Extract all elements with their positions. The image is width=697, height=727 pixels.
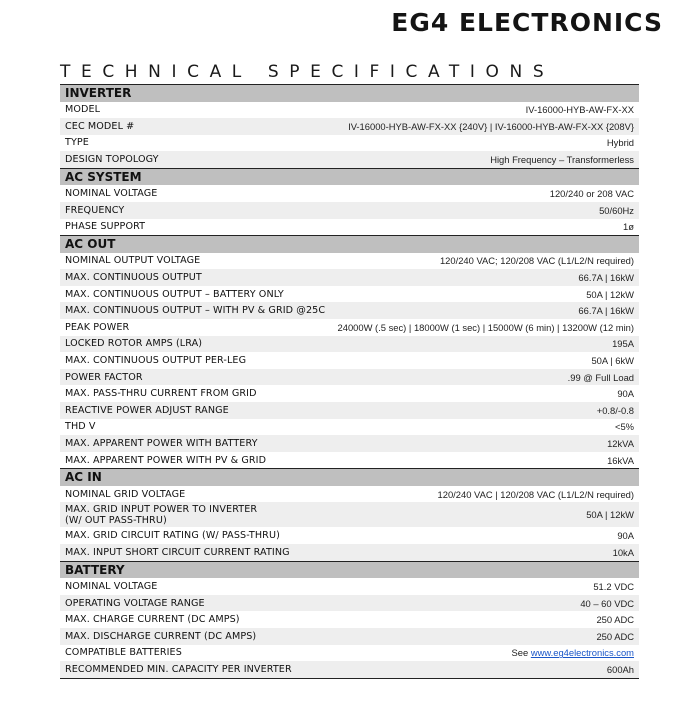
spec-row (60, 369, 639, 386)
spec-row (60, 352, 639, 369)
spec-label: OPERATING VOLTAGE RANGE (65, 597, 205, 609)
spec-row (60, 185, 639, 202)
section-ac-out (60, 235, 639, 468)
spec-value: 90A (617, 388, 634, 400)
spec-value: High Frequency – Transformerless (490, 154, 634, 166)
spec-row (60, 135, 639, 152)
spec-value: 250 ADC (596, 614, 634, 626)
section-ac-system (60, 168, 639, 235)
spec-row (60, 578, 639, 595)
section-header: BATTERY (60, 561, 639, 579)
spec-row (60, 151, 639, 168)
spec-value: 120/240 VAC; 120/208 VAC (L1/L2/N required) (439, 255, 634, 267)
spec-value: 600Ah (606, 663, 634, 675)
spec-label: NOMINAL GRID VOLTAGE (65, 488, 186, 500)
spec-value: +0.8/-0.8 (596, 404, 634, 416)
spec-value: 10kA (612, 546, 634, 558)
spec-label: REACTIVE POWER ADJUST RANGE (65, 404, 229, 416)
spec-row (60, 527, 639, 544)
spec-row (60, 661, 639, 678)
spec-value: 24000W (.5 sec) | 18000W (1 sec) | 15000W (6 min) | 13200W (12 min) (337, 321, 634, 333)
spec-label: MAX. DISCHARGE CURRENT (DC AMPS) (65, 630, 257, 642)
spec-row (60, 611, 639, 628)
spec-label: MAX. CONTINUOUS OUTPUT PER-LEG (65, 355, 247, 367)
page-title: TECHNICAL SPECIFICATIONS (60, 62, 555, 82)
spec-row (60, 118, 639, 135)
spec-label: MAX. CONTINUOUS OUTPUT – WITH PV & GRID @25C (65, 305, 326, 317)
spec-value: 40 – 60 VDC (580, 597, 634, 609)
spec-row (60, 319, 639, 336)
spec-label: MODEL (65, 104, 101, 116)
spec-value: 1ø (623, 221, 634, 233)
spec-label: LOCKED ROTOR AMPS (LRA) (65, 338, 203, 350)
spec-value: 66.7A | 16kW (578, 272, 634, 284)
spec-row (60, 544, 639, 561)
spec-value: 250 ADC (596, 630, 634, 642)
spec-value: 50A | 12kW (586, 288, 634, 300)
spec-label: MAX. GRID INPUT POWER TO INVERTER (W/ OUT PASS-THRU) (65, 503, 258, 526)
spec-row (60, 628, 639, 645)
spec-row (60, 219, 639, 236)
spec-value: 51.2 VDC (593, 580, 634, 592)
section-rows (60, 253, 639, 469)
spec-label: MAX. PASS-THRU CURRENT FROM GRID (65, 388, 257, 400)
spec-label: PHASE SUPPORT (65, 221, 146, 233)
spec-row (60, 269, 639, 286)
section-battery (60, 561, 639, 678)
spec-value: 195A (612, 338, 634, 350)
spec-label: CEC MODEL # (65, 120, 135, 132)
spec-value: IV-16000-HYB-AW-FX-XX (525, 104, 634, 116)
spec-row (60, 402, 639, 419)
spec-label: FREQUENCY (65, 204, 125, 216)
spec-row (60, 253, 639, 270)
spec-value: 50A | 12kW (586, 509, 634, 521)
section-rows (60, 185, 639, 235)
spec-label: POWER FACTOR (65, 371, 143, 383)
spec-label: MAX. CHARGE CURRENT (DC AMPS) (65, 614, 240, 626)
spec-row (60, 286, 639, 303)
spec-label: RECOMMENDED MIN. CAPACITY PER INVERTER (65, 663, 292, 675)
spec-label: MAX. GRID CIRCUIT RATING (W/ PASS-THRU) (65, 530, 280, 542)
spec-row (60, 202, 639, 219)
spec-row (60, 336, 639, 353)
spec-label: DESIGN TOPOLOGY (65, 154, 159, 166)
spec-value: 66.7A | 16kW (578, 305, 634, 317)
spec-label: MAX. APPARENT POWER WITH PV & GRID (65, 454, 267, 466)
section-ac-in (60, 468, 639, 560)
spec-value: 120/240 or 208 VAC (549, 188, 634, 200)
spec-value: 12kVA (607, 437, 634, 449)
section-rows (60, 102, 639, 168)
spec-row (60, 102, 639, 119)
spec-label: TYPE (65, 137, 89, 149)
spec-label: MAX. CONTINUOUS OUTPUT – BATTERY ONLY (65, 288, 284, 300)
spec-label: COMPATIBLE BATTERIES (65, 647, 182, 659)
spec-value: 120/240 VAC | 120/208 VAC (L1/L2/N required) (437, 488, 634, 500)
spec-row (60, 502, 639, 527)
website-link[interactable]: www.eg4electronics.com (530, 647, 634, 659)
spec-value: 50/60Hz (599, 204, 634, 216)
spec-label: THD V (65, 421, 96, 433)
spec-row (60, 595, 639, 612)
spec-row (60, 419, 639, 436)
spec-label: MAX. INPUT SHORT CIRCUIT CURRENT RATING (65, 546, 290, 558)
spec-label: NOMINAL VOLTAGE (65, 580, 158, 592)
spec-value: 16kVA (607, 454, 634, 466)
spec-row (60, 302, 639, 319)
spec-value: .99 @ Full Load (567, 371, 634, 383)
section-rows (60, 486, 639, 561)
spec-label: NOMINAL VOLTAGE (65, 188, 158, 200)
spec-value-prefix: See (511, 647, 531, 659)
spec-value: 50A | 6kW (591, 355, 634, 367)
spec-label: MAX. CONTINUOUS OUTPUT (65, 272, 202, 284)
spec-label: PEAK POWER (65, 321, 130, 333)
spec-value (512, 647, 634, 658)
spec-value: IV-16000-HYB-AW-FX-XX {240V} | IV-16000-HYB-AW-FX-XX {208V} (348, 120, 634, 132)
spec-label: MAX. APPARENT POWER WITH BATTERY (65, 437, 258, 449)
spec-row (60, 645, 639, 662)
spec-value: Hybrid (606, 137, 634, 149)
spec-value: 90A (617, 530, 634, 542)
brand-logo-text: EG4 ELECTRONICS (391, 8, 663, 37)
section-header: AC IN (60, 468, 639, 486)
spec-row (60, 385, 639, 402)
spec-row (60, 452, 639, 469)
spec-value: <5% (614, 421, 634, 433)
section-header: AC OUT (60, 235, 639, 253)
spec-row (60, 486, 639, 503)
spec-label: NOMINAL OUTPUT VOLTAGE (65, 255, 201, 267)
section-inverter (60, 84, 639, 168)
section-header: INVERTER (60, 84, 639, 102)
section-header: AC SYSTEM (60, 168, 639, 186)
section-rows (60, 578, 639, 678)
spec-table (60, 84, 639, 679)
spec-row (60, 435, 639, 452)
